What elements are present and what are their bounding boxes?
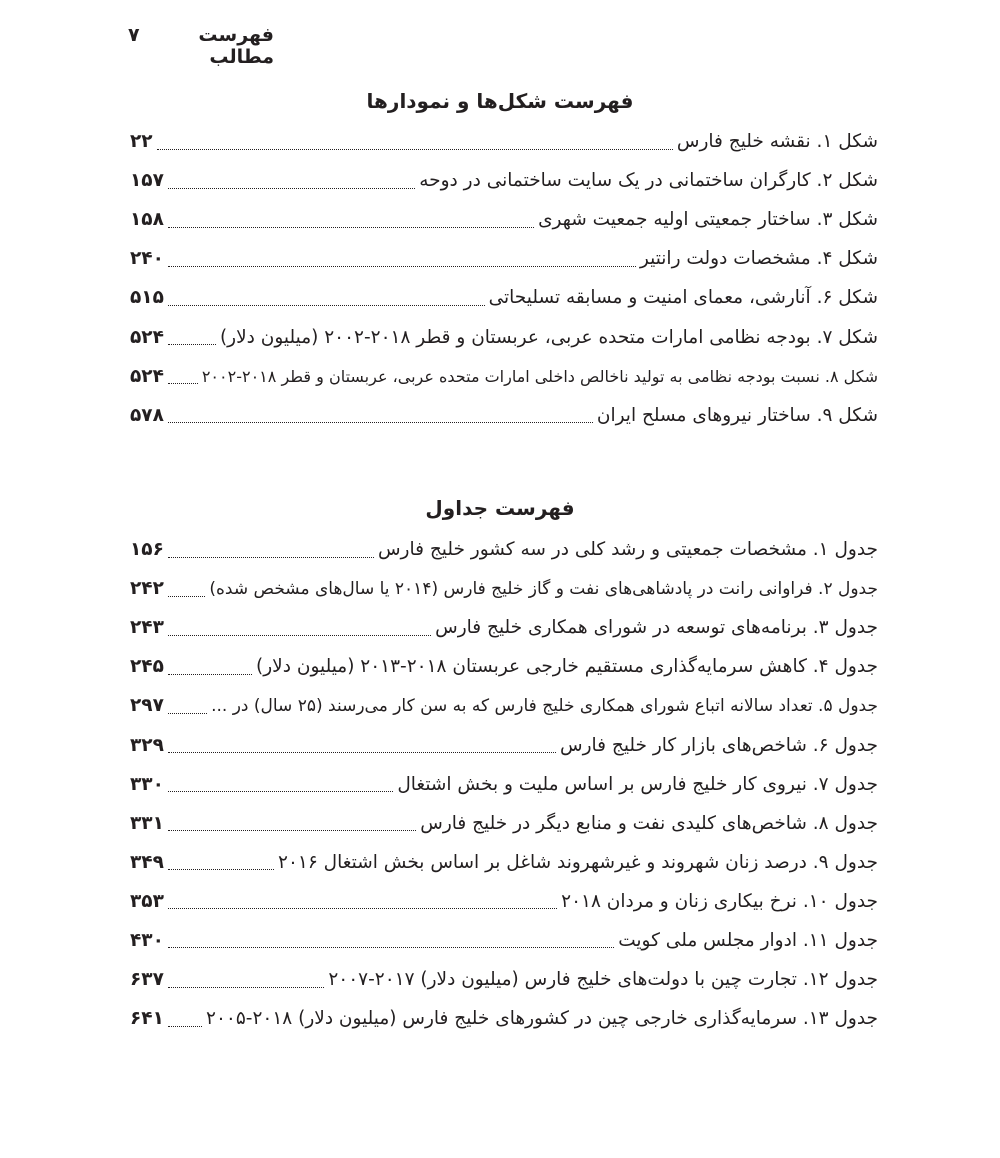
- entry-page-number: ۱۵۶: [130, 539, 164, 561]
- dot-leader: [168, 907, 557, 909]
- table-entry[interactable]: [130, 569, 878, 608]
- table-entry[interactable]: [130, 921, 878, 960]
- dot-leader: [168, 712, 207, 714]
- entry-title: شکل ۲. کارگران ساختمانی در یک سایت ساختمانی در دوحه: [419, 170, 878, 192]
- entry-page-number: ۲۲: [130, 131, 153, 153]
- table-entry[interactable]: [130, 804, 878, 843]
- entry-page-number: ۳۳۰: [130, 773, 164, 795]
- entry-title: جدول ۴. کاهش سرمایه‌گذاری مستقیم خارجی عربستان ۲۰۱۸-۲۰۱۳ (میلیون دلار): [256, 656, 878, 678]
- dot-leader: [168, 595, 206, 597]
- dot-leader: [168, 382, 198, 384]
- entry-page-number: ۵۷۸: [130, 404, 164, 426]
- figure-entry[interactable]: [130, 278, 878, 317]
- entry-title: جدول ۱. مشخصات جمعیتی و رشد کلی در سه کشور خلیج فارس: [377, 539, 878, 561]
- entry-page-number: ۳۳۱: [130, 812, 164, 834]
- dot-leader: [168, 1025, 202, 1027]
- figure-entry[interactable]: [130, 396, 878, 435]
- entry-title: جدول ۷. نیروی کار خلیج فارس بر اساس ملیت و بخش اشتغال: [397, 773, 878, 795]
- table-entry[interactable]: [130, 686, 878, 725]
- entry-title: شکل ۹. ساختار نیروهای مسلح ایران: [596, 404, 878, 426]
- entry-page-number: ۶۳۷: [130, 969, 164, 991]
- dot-leader: [168, 946, 614, 948]
- entry-page-number: ۳۲۹: [130, 734, 164, 756]
- table-entry[interactable]: [130, 882, 878, 921]
- entry-title: شکل ۴. مشخصات دولت رانتیر: [639, 248, 878, 270]
- entry-title: جدول ۱۱. ادوار مجلس ملی کویت: [618, 929, 878, 951]
- entry-title: جدول ۲. فراوانی رانت در پادشاهی‌های نفت و گاز خلیج فارس (۲۰۱۴ یا سال‌های مشخص شده): [209, 578, 878, 599]
- entry-title: جدول ۳. برنامه‌های توسعه در شورای همکاری خلیج فارس: [435, 617, 878, 639]
- entry-title: جدول ۱۳. سرمایه‌گذاری خارجی چین در کشورهای خلیج فارس (میلیون دلار) ۲۰۱۸-۲۰۰۵: [206, 1008, 878, 1030]
- entry-page-number: ۲۴۵: [130, 656, 164, 678]
- entry-title: جدول ۱۲. تجارت چین با دولت‌های خلیج فارس (میلیون دلار) ۲۰۱۷-۲۰۰۷: [328, 969, 878, 991]
- table-entry[interactable]: [130, 530, 878, 569]
- entry-page-number: ۵۲۴: [130, 365, 164, 387]
- entry-title: شکل ۳. ساختار جمعیتی اولیه جمعیت شهری: [538, 209, 878, 231]
- entry-page-number: ۲۴۰: [130, 248, 164, 270]
- dot-leader: [168, 421, 593, 423]
- dot-leader: [168, 265, 636, 267]
- entry-page-number: ۳۴۹: [130, 851, 164, 873]
- table-entry[interactable]: [130, 960, 878, 999]
- page-number: ۷: [128, 24, 140, 46]
- running-header: [128, 24, 274, 68]
- entry-title: شکل ۸. نسبت بودجه نظامی به تولید ناخالص داخلی امارات متحده عربی، عربستان و قطر ۲۰۱۸-۲۰۰۲: [201, 366, 878, 386]
- entry-page-number: ۵۱۵: [130, 287, 164, 309]
- running-title: فهرست مطالب: [198, 24, 274, 68]
- dot-leader: [168, 304, 485, 306]
- entry-title: جدول ۹. درصد زنان شهروند و غیرشهروند شاغل بر اساس بخش اشتغال ۲۰۱۶: [278, 851, 878, 873]
- entry-page-number: ۱۵۷: [130, 170, 164, 192]
- dot-leader: [168, 187, 415, 189]
- dot-leader: [168, 986, 324, 988]
- entry-page-number: ۲۹۷: [130, 695, 164, 717]
- table-entry[interactable]: [130, 843, 878, 882]
- dot-leader: [168, 673, 252, 675]
- figure-entry[interactable]: [130, 239, 878, 278]
- entry-title: جدول ۱۰. نرخ بیکاری زنان و مردان ۲۰۱۸: [561, 890, 878, 912]
- table-entry[interactable]: [130, 765, 878, 804]
- entry-title: جدول ۵. تعداد سالانه اتباع شورای همکاری خلیج فارس که به سن کار می‌رسند (۲۵ سال) در ...: [211, 695, 878, 716]
- table-entry[interactable]: [130, 725, 878, 764]
- entry-page-number: ۳۵۳: [130, 890, 164, 912]
- figure-entry[interactable]: [130, 200, 878, 239]
- dot-leader: [168, 634, 431, 636]
- entry-page-number: ۴۳۰: [130, 929, 164, 951]
- entry-title: شکل ۱. نقشه خلیج فارس: [676, 131, 878, 153]
- figure-entry[interactable]: [130, 317, 878, 356]
- dot-leader: [168, 868, 274, 870]
- figure-entry[interactable]: [130, 161, 878, 200]
- entry-title: شکل ۷. بودجه نظامی امارات متحده عربی، عربستان و قطر ۲۰۱۸-۲۰۰۲ (میلیون دلار): [219, 326, 878, 348]
- dot-leader: [168, 790, 393, 792]
- entry-page-number: ۲۴۲: [130, 578, 164, 600]
- table-entry[interactable]: [130, 608, 878, 647]
- figure-entry[interactable]: [130, 122, 878, 161]
- dot-leader: [168, 751, 556, 753]
- dot-leader: [168, 829, 416, 831]
- dot-leader: [168, 343, 216, 345]
- entry-page-number: ۵۲۴: [130, 326, 164, 348]
- figures-list: [130, 122, 878, 435]
- table-entry[interactable]: [130, 647, 878, 686]
- entry-title: جدول ۶. شاخص‌های بازار کار خلیج فارس: [560, 734, 878, 756]
- entry-page-number: ۱۵۸: [130, 209, 164, 231]
- dot-leader: [168, 556, 374, 558]
- tables-list: [130, 530, 878, 1038]
- table-entry[interactable]: [130, 999, 878, 1038]
- entry-page-number: ۶۴۱: [130, 1008, 164, 1030]
- figure-entry[interactable]: [130, 357, 878, 396]
- entry-title: شکل ۶. آنارشی، معمای امنیت و مسابقه تسلیحاتی: [488, 287, 878, 309]
- figures-heading: فهرست شکل‌ها و نمودارها: [366, 89, 634, 113]
- entry-title: جدول ۸. شاخص‌های کلیدی نفت و منابع دیگر در خلیج فارس: [420, 812, 878, 834]
- entry-page-number: ۲۴۳: [130, 617, 164, 639]
- tables-heading: فهرست جداول: [425, 496, 575, 520]
- dot-leader: [168, 226, 534, 228]
- dot-leader: [157, 148, 673, 150]
